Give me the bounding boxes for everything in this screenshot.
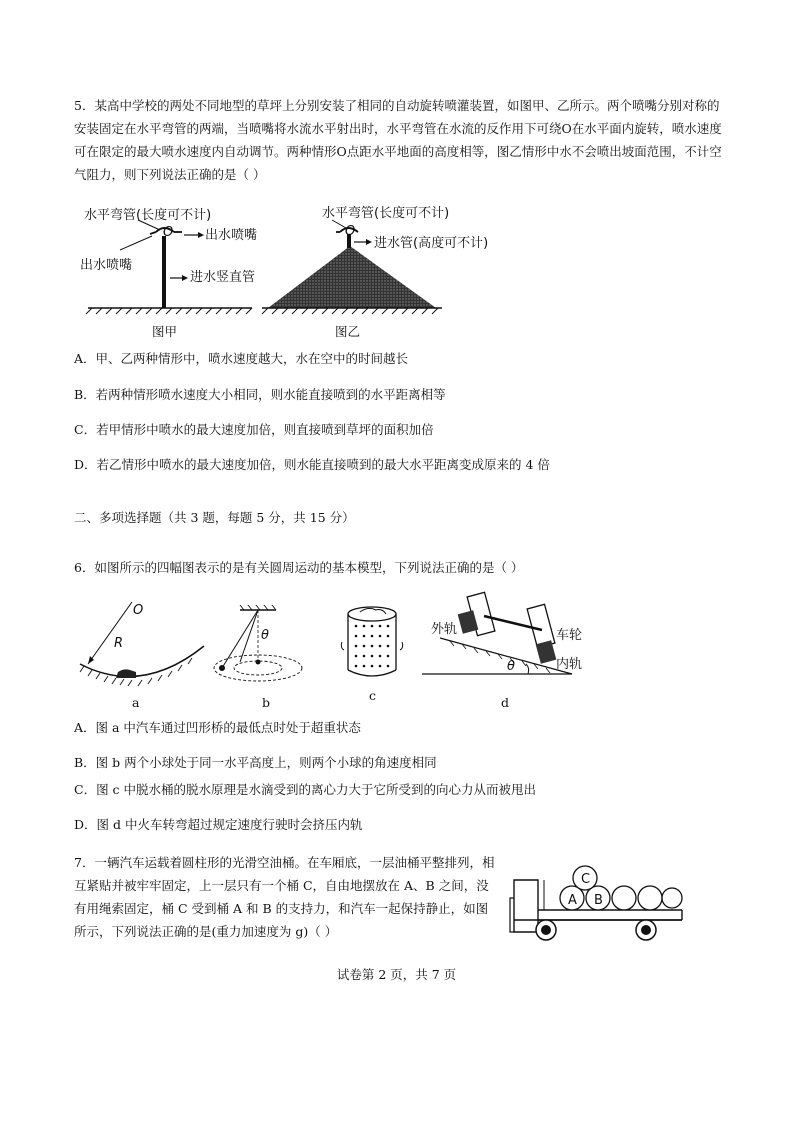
section-heading: 二、多项选择题（共 3 题，每题 5 分，共 15 分） — [74, 510, 355, 525]
page-footer: 试卷第 2 页，共 7 页 — [336, 967, 457, 982]
q7-stem: 7．一辆汽车运载着圆柱形的光滑空油桶。在车厢底，一层油桶平整排列，相互紧贴并被牢牢固定，上一层只有一个桶 C，自由地摆放在 A、B 之间，没有用绳索固定，桶 C 受到桶 A 和 B 的支持力，和汽车一起保持静止，如图所示，下列说法正确的是(重力加速度为 g)（ ） — [74, 855, 495, 939]
barrel-B-label: B — [594, 893, 603, 908]
jia-caption: 图甲 — [152, 324, 178, 339]
q6-option-d: D．图 d 中火车转弯超过规定速度行驶时会挤压内轨 — [74, 817, 363, 832]
b-caption: b — [262, 695, 271, 710]
a-R-label: R — [114, 636, 124, 651]
barrel-A-label: A — [568, 893, 577, 908]
yi-O-label: O — [345, 224, 356, 239]
jia-nozzle-right-label: 出水喷嘴 — [205, 228, 258, 243]
q6-option-b: B．图 b 两个小球处于同一水平高度上，则两个小球的角速度相同 — [74, 755, 437, 770]
q6-stem: 6．如图所示的四幅图表示的是有关圆周运动的基本模型，下列说法正确的是（ ） — [74, 560, 524, 575]
q6-option-a: A．图 a 中汽车通过凹形桥的最低点时处于超重状态 — [74, 720, 361, 735]
yi-pipe-label: 进水管(高度可不计) — [374, 236, 489, 251]
figure-c — [340, 604, 404, 684]
a-caption: a — [132, 695, 140, 710]
d-inner-rail-label: 内轨 — [556, 657, 583, 672]
q6-option-c: C．图 c 中脱水桶的脱水原理是水滴受到的离心力大于它所受到的向心力从而被甩出 — [74, 782, 537, 797]
jia-pipe-label: 进水竖直管 — [190, 270, 256, 285]
d-caption: d — [501, 695, 510, 710]
d-theta-label: θ — [507, 659, 515, 674]
yi-bend-label: 水平弯管(长度可不计) — [322, 206, 450, 221]
jia-nozzle-left-label: 出水喷嘴 — [80, 258, 133, 273]
q5-option-a: A．甲、乙两种情形中，喷水速度越大，水在空中的时间越长 — [74, 351, 409, 366]
a-O-label: O — [133, 603, 144, 618]
barrel-C-label: C — [581, 872, 591, 887]
yi-caption: 图乙 — [335, 324, 361, 339]
q5-option-c: C．若甲情形中喷水的最大速度加倍，则直接喷到草坪的面积加倍 — [74, 422, 434, 437]
c-caption: c — [369, 688, 377, 703]
b-theta-label: θ — [261, 628, 269, 643]
jia-bend-label: 水平弯管(长度可不计) — [84, 208, 212, 223]
figure-b — [210, 604, 330, 690]
figure-yi — [258, 202, 448, 342]
d-outer-rail-label: 外轨 — [431, 622, 458, 637]
q5-option-b: B．若两种情形喷水速度大小相同，则水能直接喷到的水平距离相等 — [74, 387, 446, 402]
q5-stem: 5．某高中学校的两处不同地型的草坪上分别安装了相同的自动旋转喷灌装置，如图甲、乙所示。两个喷嘴分别对称的安装固定在水平弯管的两端，当喷嘴将水流水平射出时，水平弯管在水流的反作用下可绕O在水平面内旋转，喷水速度可在限定的最大喷水速度内自动调节。两种情形O点距水平地面的高度相等，图乙情形中水不会喷出坡面范围，不计空气阻力，则下列说法正确的是（ ） — [74, 98, 722, 182]
jia-O-label: O — [163, 225, 174, 240]
q5-option-d: D．若乙情形中喷水的最大速度加倍，则水能直接喷到的最大水平距离变成原来的 4 倍 — [74, 457, 550, 472]
d-wheel-label: 车轮 — [556, 628, 583, 643]
